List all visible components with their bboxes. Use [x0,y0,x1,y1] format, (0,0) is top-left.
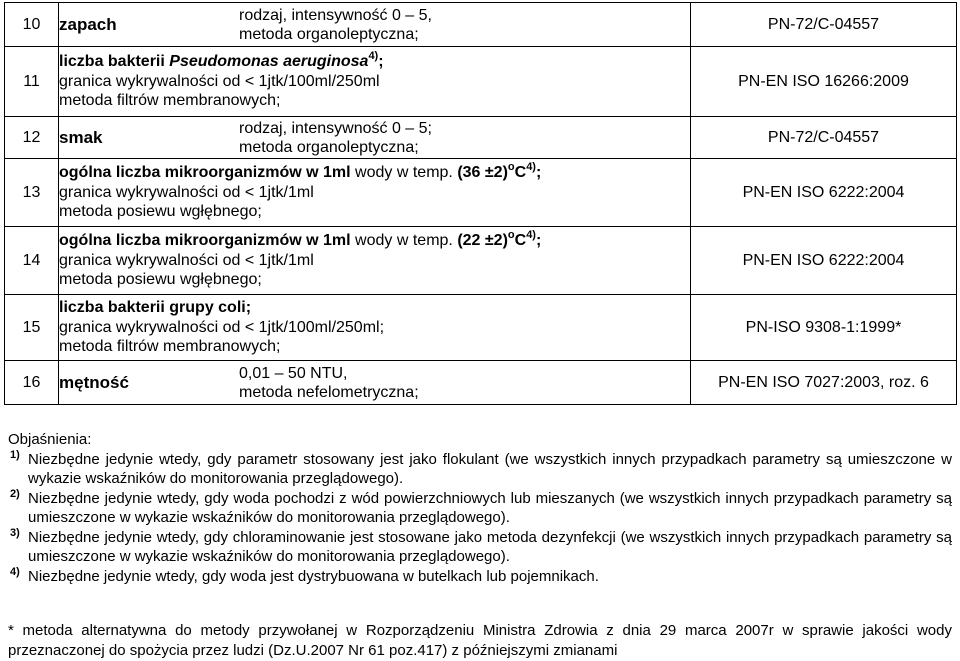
footnote [8,489,952,528]
detection-limit: granica wykrywalności od < 1jtk/1ml [59,251,314,269]
table-row [5,295,957,361]
parameter-name: zapach [59,14,117,34]
method-line: rodzaj, intensywność 0 – 5; [239,119,432,137]
table-row [5,117,957,159]
standard-code: PN-72/C-04557 [691,3,957,47]
parameter-title: liczba bakterii grupy coli; [59,299,252,317]
explanations-section [8,430,952,586]
footnote-ref: 4) [526,228,536,241]
standard-code: PN-72/C-04557 [691,117,957,159]
standard-code: PN-ISO 9308-1:1999* [691,295,957,361]
row-number: 11 [5,47,59,117]
celsius-unit: C [514,232,527,250]
temperature: (36 ±2) [457,164,508,182]
footnote-text: Niezbędne jedynie wtedy, gdy parametr stosowany jest jako flokulant (we wszystkich innych przypadkach parametry są umieszczone w wykazie wskaźników do monitorowania przeglądowego). [28,450,952,487]
punctuation: ; [378,53,384,71]
parameter-title: ogólna liczba mikroorganizmów w 1ml [59,232,351,250]
footnote-text: Niezbędne jedynie wtedy, gdy woda jest dystrybuowana w butelkach lub pojemnikach. [28,567,599,585]
row-number: 12 [5,117,59,159]
organism-name: Pseudomonas aeruginosa [169,53,369,71]
parameter-cell [59,295,691,361]
temperature: (22 ±2) [457,232,508,250]
parameters-table [4,2,957,405]
footnote [8,450,952,489]
footnote-text: Niezbędne jedynie wtedy, gdy woda pochodzi z wód powierzchniowych lub mieszanych (we wszystkich innych przypadkach parametry są umieszczone w wykazie wskaźników do monitorowania przeglądowego). [28,489,952,526]
standard-code: PN-EN ISO 16266:2009 [691,47,957,117]
row-number: 15 [5,295,59,361]
punctuation: ; [535,164,542,182]
parameter-cell [59,361,691,405]
footnote-marker: 4) [10,565,20,578]
parameter-cell [59,117,691,159]
standard-code: PN-EN ISO 7027:2003, roz. 6 [691,361,957,405]
parameter-cell [59,3,691,47]
parameter-name: smak [59,127,103,147]
detection-limit: granica wykrywalności od < 1jtk/1ml [59,183,314,201]
footnote [8,528,952,567]
parameter-cell [59,227,691,295]
row-number: 10 [5,3,59,47]
table-row [5,159,957,227]
punctuation: ; [535,232,542,250]
celsius-unit: C [514,164,527,182]
method-line: metoda nefelometryczna; [239,383,419,401]
footnote-text: Niezbędne jedynie wtedy, gdy chloraminowanie jest stosowane jako metoda dezynfekcji (we wszystkich innych przypadkach parametry są umieszczone w wykazie wskaźników do monitorowania przeglądowego). [28,528,952,565]
parameter-title: ogólna liczba mikroorganizmów w 1ml [59,164,351,182]
parameter-cell [59,47,691,117]
method-line: metoda organoleptyczna; [239,138,419,156]
row-number: 14 [5,227,59,295]
row-number: 13 [5,159,59,227]
table-row [5,227,957,295]
method-line: metoda posiewu wgłębnego; [59,203,262,221]
standard-code: PN-EN ISO 6222:2004 [691,159,957,227]
method-line: metoda filtrów membranowych; [59,92,281,110]
explanations-heading: Objaśnienia: [8,431,92,448]
parameter-cell [59,159,691,227]
footnote-marker: 1) [10,448,20,461]
title-text: wody w temp. [350,164,458,182]
table-row [5,3,957,47]
footnote [8,567,952,587]
method-line: 0,01 – 50 NTU, [239,364,348,382]
footnote-marker: 2) [10,487,20,500]
parameter-name: mętność [59,372,129,392]
detection-limit: granica wykrywalności od < 1jtk/100ml/250ml [59,72,380,90]
footnote-marker: 3) [10,526,20,539]
footnote-ref: 4) [368,49,379,62]
parameter-title: liczba bakterii [59,53,170,71]
title-text: wody w temp. [350,232,458,250]
degree-mark: o [507,160,515,173]
table-row [5,47,957,117]
detection-limit: granica wykrywalności od < 1jtk/100ml/250ml; [59,318,385,336]
footnote-ref: 4) [526,160,536,173]
method-line: metoda filtrów membranowych; [59,338,281,356]
method-line: rodzaj, intensywność 0 – 5, [239,6,432,24]
alternative-method-note: * metoda alternatywna do metody przywołanej w Rozporządzeniu Ministra Zdrowia z dnia 29 marca 2007r w sprawie jakości wody przeznaczonej do spożycia przez ludzi (Dz.U.2007 Nr 61 poz.417) z późniejszymi zmianami [8,622,952,659]
degree-mark: o [507,228,515,241]
row-number: 16 [5,361,59,405]
standard-code: PN-EN ISO 6222:2004 [691,227,957,295]
method-line: metoda posiewu wgłębnego; [59,271,262,289]
table-row [5,361,957,405]
method-line: metoda organoleptyczna; [239,25,419,43]
